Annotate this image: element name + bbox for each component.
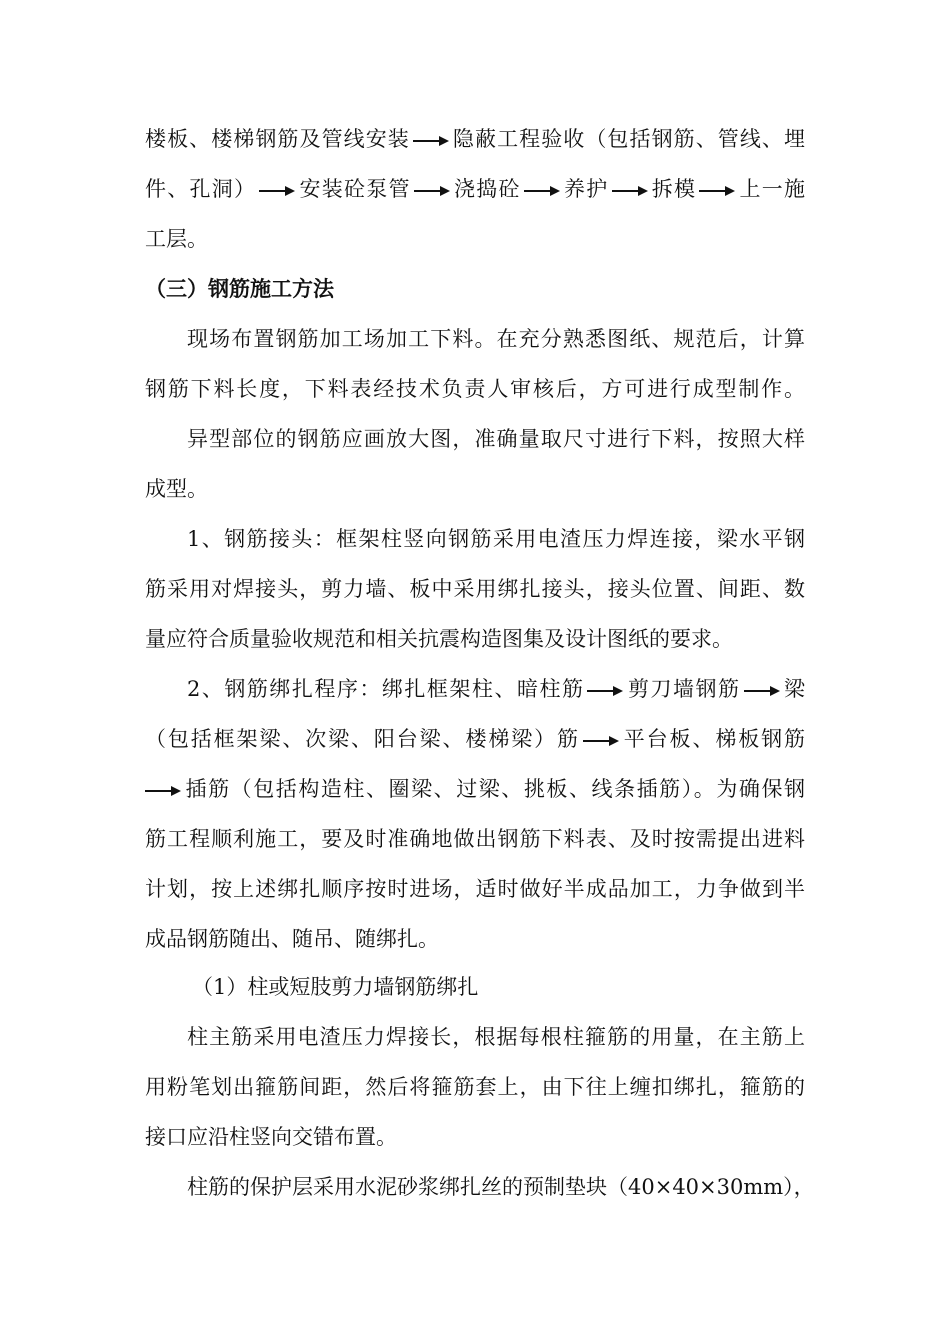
arrow-right-icon: [414, 186, 450, 196]
text-segment: 剪刀墙钢筋: [626, 677, 741, 701]
text-segment: 上一施: [738, 177, 805, 201]
paragraph-line: 量应符合质量验收规范和相关抗震构造图集及设计图纸的要求。: [145, 627, 733, 651]
text-segment: 拆模: [650, 177, 697, 201]
text-segment: （包括框架梁、次梁、阳台梁、楼梯梁）筋: [145, 727, 580, 751]
paragraph-line: 用粉笔划出箍筋间距，然后将箍筋套上，由下往上缠扣绑扎，箍筋的: [145, 1075, 805, 1099]
paragraph-line: 柱主筋采用电渣压力焊接长，根据每根柱箍筋的用量，在主筋上: [187, 1025, 805, 1049]
paragraph-line: 筋采用对焊接头，剪力墙、板中采用绑扎接头，接头位置、间距、数: [145, 577, 805, 601]
paragraph-line: 成品钢筋随出、随吊、随绑扎。: [145, 927, 439, 951]
paragraph-line: 接口应沿柱竖向交错布置。: [145, 1125, 397, 1149]
text-segment: 楼板、楼梯钢筋及管线安装: [145, 127, 410, 151]
paragraph-line: [187, 674, 805, 704]
text-segment: 养护: [562, 177, 609, 201]
section-heading: （三）钢筋施工方法: [145, 276, 334, 301]
subsection-heading: （1）柱或短肢剪力墙钢筋绑扎: [192, 975, 479, 999]
arrow-right-icon: [587, 686, 623, 696]
paragraph-line: 异型部位的钢筋应画放大图，准确量取尺寸进行下料，按照大样: [187, 427, 805, 451]
paragraph-line: 钢筋下料长度，下料表经技术负责人审核后，方可进行成型制作。: [145, 377, 805, 401]
paragraph-line: [145, 774, 805, 804]
text-segment: 安装砼泵管: [298, 177, 411, 201]
arrow-right-icon: [612, 186, 648, 196]
arrow-right-icon: [259, 186, 295, 196]
arrow-right-icon: [524, 186, 560, 196]
arrow-right-icon: [744, 686, 780, 696]
text-segment: 平台板、梯板钢筋: [621, 727, 806, 751]
arrow-right-icon: [413, 136, 449, 146]
text-segment: 2、钢筋绑扎程序：绑扎框架柱、暗柱筋: [187, 677, 585, 701]
text-segment: 插筋（包括构造柱、圈梁、过梁、挑板、线条插筋）。为确保钢: [184, 777, 805, 801]
text-segment: 隐蔽工程验收（包括钢筋、管线、埋: [451, 127, 806, 151]
arrow-right-icon: [583, 736, 619, 746]
paragraph-line: 现场布置钢筋加工场加工下料。在充分熟悉图纸、规范后，计算: [187, 327, 805, 351]
paragraph-line: [145, 724, 805, 754]
paragraph-line: 成型。: [145, 477, 208, 501]
arrow-right-icon: [699, 186, 735, 196]
text-segment: 浇捣砼: [452, 177, 521, 201]
paragraph-line: 1、钢筋接头：框架柱竖向钢筋采用电渣压力焊连接，梁水平钢: [187, 527, 805, 551]
text-line: 工层。: [145, 227, 208, 251]
paragraph-line: 计划，按上述绑扎顺序按时进场，适时做好半成品加工，力争做到半: [145, 877, 805, 901]
paragraph-line: 筋工程顺利施工，要及时准确地做出钢筋下料表、及时按需提出进料: [145, 827, 805, 851]
text-line: [145, 174, 805, 204]
text-segment: 梁: [782, 677, 806, 701]
text-segment: 件、孔洞）: [145, 177, 257, 201]
arrow-right-icon: [145, 786, 181, 796]
paragraph-line: 柱筋的保护层采用水泥砂浆绑扎丝的预制垫块（40×40×30mm），: [187, 1175, 815, 1199]
text-line: [145, 124, 805, 154]
